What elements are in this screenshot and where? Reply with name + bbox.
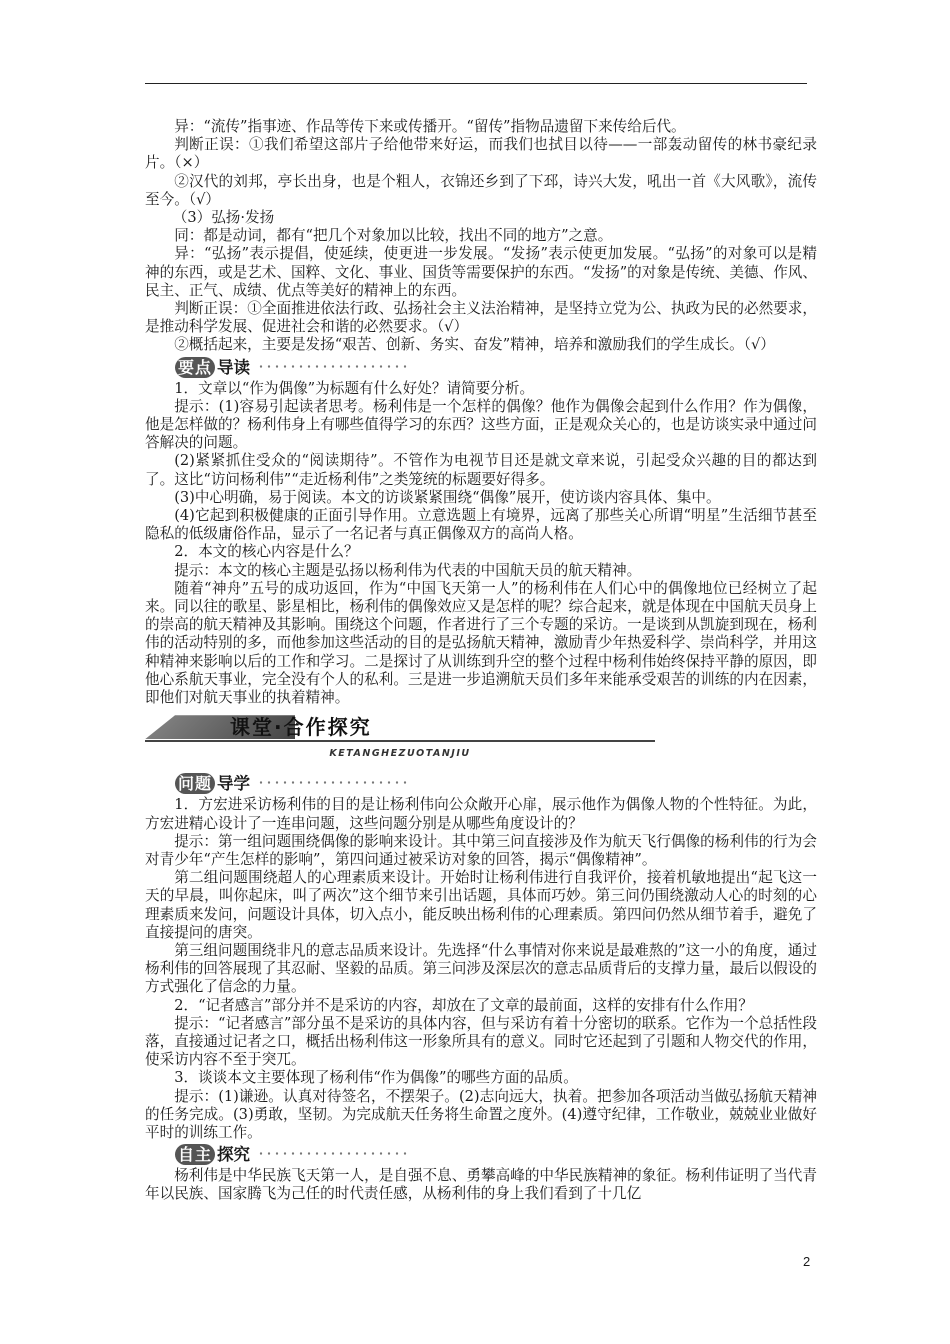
section-badge: 问题 (175, 773, 215, 794)
text-line: ②汉代的刘邦，亭长出身，也是个粗人，衣锦还乡到了下邳，诗兴大发，吼出一首《大风歌》，流传至今。（√） (145, 172, 817, 208)
section-heading-yaodian (145, 355, 817, 380)
question: 1．方宏进采访杨利伟的目的是让杨利伟向公众敞开心扉，展示他作为偶像人物的个性特征。为此，方宏进精心设计了一连串问题，这些问题分别是从哪些角度设计的？ (145, 796, 817, 832)
question: 2．本文的核心内容是什么？ (174, 543, 359, 561)
question: 1．文章以“作为偶像”为标题有什么好处？请简要分析。 (174, 379, 535, 397)
text-line: 第三组问题围绕非凡的意志品质来设计。先选择“什么事情对你来说是最难熬的”这一小的角度，通过杨利伟的回答展现了其忍耐、坚毅的品质。第三问涉及深层次的意志品质背后的支撑力量，最后以假设的方式强化了信念的力量。 (145, 941, 817, 996)
section-heading-zizhu (145, 1142, 817, 1167)
text-line: 随着“神舟”五号的成功返回，作为“中国飞天第一人”的杨利伟在人们心中的偶像地位已经树立了起来。同以往的歌星、影星相比，杨利伟的偶像效应又是怎样的呢？综合起来，就是体现在中国航天员身上的崇高的航天精神及其影响。围绕这个问题，作者进行了三个专题的采访。一是谈到从凯旋到现在，杨利伟的活动特别的多，而他参加这些活动的目的是弘扬航天精神，激励青少年热爱科学、崇尚科学，并用这种精神来影响以后的工作和学习。二是探讨了从训练到升空的整个过程中杨利伟始终保持平静的原因，即他心系航天事业，完全没有个人的私利。三是进一步追溯航天员们多年来能承受艰苦的训练的内在因素，即他们对航天事业的执着精神。 (145, 579, 817, 707)
text-line: (2)紧紧抓住受众的“阅读期待”。不管作为电视节目还是就文章来说，引起受众兴趣的目的都达到了。这比“访问杨利伟”“走近杨利伟”之类笼统的标题要好得多。 (145, 452, 817, 488)
banner-subtitle: KETANGHEZUOTANJIU (329, 748, 471, 760)
section-badge: 要点 (175, 357, 215, 378)
banner-rule (145, 740, 655, 742)
question: 3．谈谈本文主要体现了杨利伟“作为偶像”的哪些方面的品质。 (174, 1069, 578, 1087)
section-heading-text: 导读 (217, 357, 250, 377)
text-line: 异：“弘扬”表示提倡，使延续，使更进一步发展。“发扬”表示使更加发展。“弘扬”的对象可以是精神的东西，或是艺术、国粹、文化、事业、国货等需要保护的东西。“发扬”的对象是传统、美德、作风、民主、正气、成绩、优点等美好的精神上的东西。 (145, 245, 817, 299)
dotted-decoration (257, 364, 407, 369)
dotted-decoration (257, 1151, 407, 1156)
text-line: 杨利伟是中华民族飞天第一人，是自强不息、勇攀高峰的中华民族精神的象征。杨利伟证明了当代青年以民族、国家腾飞为己任的时代责任感，从杨利伟的身上我们看到了十几亿 (145, 1167, 817, 1203)
page-number: 2 (803, 1254, 811, 1269)
text-line: (4)它起到积极健康的正面引导作用。立意选题上有境界，远离了那些关心所谓“明星”生活细节甚至隐私的低级庸俗作品，显示了一名记者与真正偶像双方的高尚人格。 (145, 507, 817, 543)
header-rule (145, 83, 807, 84)
text-line: 提示：本文的核心主题是弘扬以杨利伟为代表的中国航天员的航天精神。 (174, 561, 642, 579)
banner-title: 课堂·合作探究 (230, 715, 372, 740)
text-line: 第二组问题围绕超人的心理素质来设计。开始时让杨利伟进行自我评价，接着机敏地提出“起飞这一天的早晨，叫你起床，叫了两次”这个细节来引出话题，具体而巧妙。第三问仍围绕激动人心的时刻的心理素质来发问，问题设计具体，切入点小，能反映出杨利伟的心理素质。第四问仍然从细节着手，避免了直接提问的唐突。 (145, 869, 817, 941)
section-heading-text: 探究 (217, 1145, 250, 1165)
section-banner (145, 713, 817, 765)
text-line: 判断正误：①我们希望这部片子给他带来好运，而我们也拭目以待——一部轰动留传的林书豪纪录片。（×） (145, 136, 817, 172)
text-line: 提示：(1)谦逊。认真对待签名，不摆架子。(2)志向远大，执着。把参加各项活动当做弘扬航天精神的任务完成。(3)勇敢，坚韧。为完成航天任务将生命置之度外。(4)遵守纪律，工作敬业，兢兢业业做好平时的训练工作。 (145, 1087, 817, 1141)
subheading: （3）弘扬·发扬 (172, 209, 275, 227)
page-content (145, 118, 817, 1204)
section-heading-text: 导学 (217, 774, 250, 794)
text-line: 提示：“记者感言”部分虽不是采访的具体内容，但与采访有着十分密切的联系。它作为一个总括性段落，直接通过记者之口，概括出杨利伟这一形象所具有的意义。同时它还起到了引题和人物交代的作用，使采访内容不至于突兀。 (145, 1014, 817, 1069)
text-line: 同：都是动词，都有“把几个对象加以比较，找出不同的地方”之意。 (174, 227, 613, 245)
text-line: 异：“流传”指事迹、作品等传下来或传播开。“留传”指物品遗留下来传给后代。 (174, 118, 686, 135)
section-heading-wenti (145, 771, 817, 796)
banner-box (145, 715, 655, 739)
text-line: (3)中心明确，易于阅读。本文的访谈紧紧围绕“偶像”展开，使访谈内容具体、集中。 (174, 488, 721, 506)
dotted-decoration (257, 780, 407, 785)
text-line: 提示：第一组问题围绕偶像的影响来设计。其中第三问直接涉及作为航天飞行偶像的杨利伟的行为会对青少年“产生怎样的影响”，第四问通过被采访对象的回答，揭示“偶像精神”。 (145, 832, 817, 868)
question: 2．“记者感言”部分并不是采访的内容，却放在了文章的最前面，这样的安排有什么作用？ (174, 996, 753, 1014)
section-badge: 自主 (175, 1144, 215, 1165)
text-line: ②概括起来，主要是发扬“艰苦、创新、务实、奋发”精神，培养和激励我们的学生成长。（√） (174, 336, 775, 354)
text-line: 提示：(1)容易引起读者思考。杨利伟是一个怎样的偶像？他作为偶像会起到什么作用？作为偶像，他是怎样做的？杨利伟身上有哪些值得学习的东西？这些方面，正是观众关心的，也是访谈实录中通过问答解决的问题。 (145, 397, 817, 452)
text-line: 判断正误：①全面推进依法行政、弘扬社会主义法治精神，是坚持立党为公、执政为民的必然要求，是推动科学发展、促进社会和谐的必然要求。（√） (145, 300, 817, 336)
